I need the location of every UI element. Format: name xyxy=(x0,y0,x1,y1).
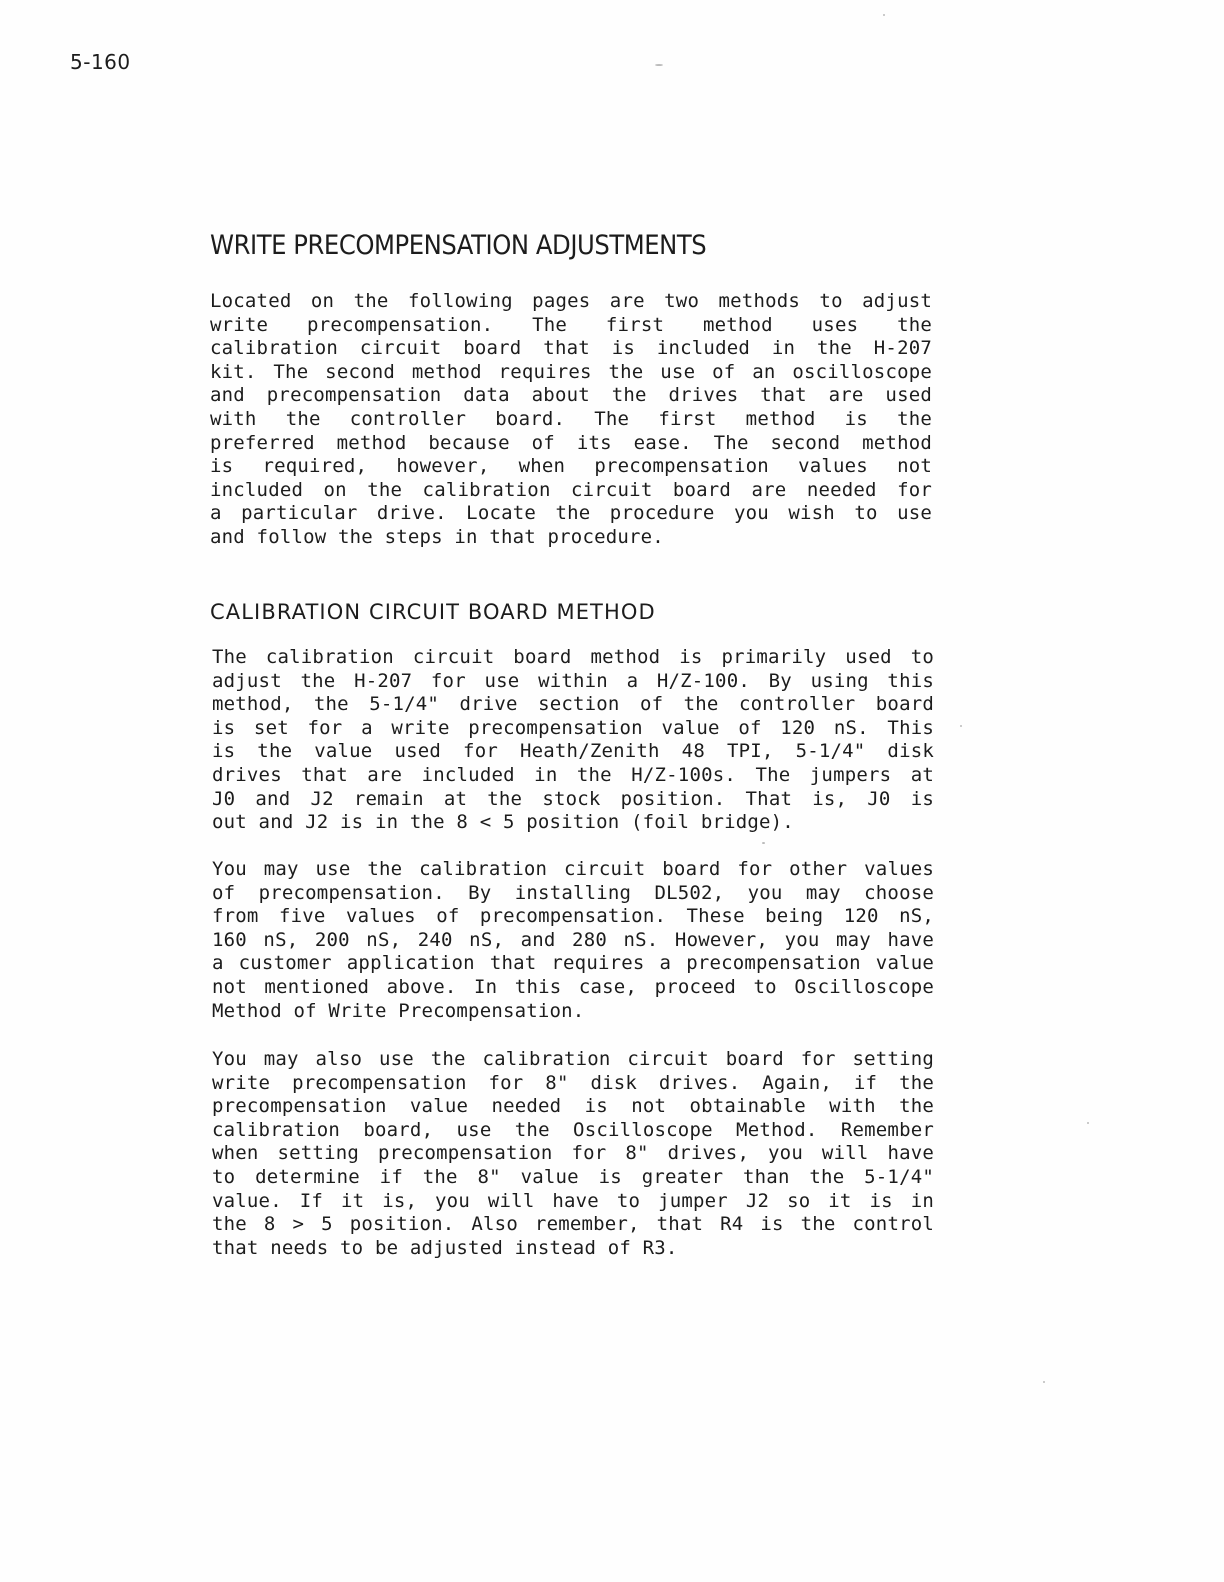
scan-speck xyxy=(655,64,663,66)
paragraph-line: Located on the following pages are two methods to adjust xyxy=(210,290,932,312)
page-title: WRITE PRECOMPENSATION ADJUSTMENTS xyxy=(210,230,707,261)
paragraph-line: J0 and J2 remain at the stock position. That is, J0 is xyxy=(212,787,934,810)
body-paragraph xyxy=(212,646,934,835)
paragraph-line: the 8 > 5 position. Also remember, that R4 is the control xyxy=(212,1213,934,1236)
paragraph-line: value. If it is, you will have to jumper J2 so it is in xyxy=(212,1189,934,1212)
paragraph-line: method, the 5-1/4" drive section of the controller board xyxy=(212,693,934,716)
scan-speck xyxy=(1043,1381,1045,1383)
paragraph-line: from five values of precompensation. These being 120 nS, xyxy=(212,905,934,928)
paragraph-line: Method of Write Precompensation. xyxy=(212,999,585,1022)
scan-speck xyxy=(1087,1122,1089,1124)
paragraph-line: is required, however, when precompensation values not xyxy=(210,455,932,478)
paragraph-line: included on the calibration circuit board are needed for xyxy=(210,478,932,501)
paragraph-line: is set for a write precompensation value of 120 nS. This xyxy=(212,716,934,739)
paragraph-line: not mentioned above. In this case, proceed to Oscilloscope xyxy=(212,975,934,998)
body-paragraph xyxy=(212,858,934,1023)
paragraph-line: write precompensation. The first method uses the xyxy=(210,313,932,336)
scan-speck xyxy=(883,14,885,16)
paragraph-line: with the controller board. The first method is the xyxy=(210,407,932,430)
paragraph-line: drives that are included in the H/Z-100s. The jumpers at xyxy=(212,763,934,786)
paragraph-line: calibration circuit board that is included in the H-207 xyxy=(210,337,932,360)
section-heading: CALIBRATION CIRCUIT BOARD METHOD xyxy=(210,600,656,624)
paragraph-line: calibration board, use the Oscilloscope Method. Remember xyxy=(212,1118,934,1141)
paragraph-line: precompensation value needed is not obtainable with the xyxy=(212,1095,934,1118)
paragraph-line: that needs to be adjusted instead of R3. xyxy=(212,1236,678,1259)
paragraph-line: of precompensation. By installing DL502, you may choose xyxy=(212,881,934,904)
paragraph-line: adjust the H-207 for use within a H/Z-100. By using this xyxy=(212,669,934,692)
paragraph-line: preferred method because of its ease. The second method xyxy=(210,431,932,454)
scan-speck xyxy=(960,725,962,727)
paragraph-line: when setting precompensation for 8" drives, you will have xyxy=(212,1142,934,1165)
paragraph-line: a customer application that requires a precompensation value xyxy=(212,952,934,975)
paragraph-line: and precompensation data about the drives that are used xyxy=(210,384,932,407)
paragraph-line: The calibration circuit board method is primarily used to xyxy=(212,646,934,668)
paragraph-line: You may use the calibration circuit board for other values xyxy=(212,858,934,880)
paragraph-line: You may also use the calibration circuit board for setting xyxy=(212,1048,934,1070)
page-number: 5-160 xyxy=(70,50,131,74)
paragraph-line: 160 nS, 200 nS, 240 nS, and 280 nS. However, you may have xyxy=(212,928,934,951)
paragraph-line: to determine if the 8" value is greater than the 5-1/4" xyxy=(212,1165,934,1188)
paragraph-line: out and J2 is in the 8 < 5 position (foil bridge). xyxy=(212,811,794,834)
intro-paragraph xyxy=(210,290,932,550)
paragraph-line: write precompensation for 8" disk drives. Again, if the xyxy=(212,1071,934,1094)
scan-speck xyxy=(762,842,765,844)
paragraph-line: a particular drive. Locate the procedure you wish to use xyxy=(210,502,932,525)
body-paragraph xyxy=(212,1048,934,1260)
paragraph-line: is the value used for Heath/Zenith 48 TPI, 5-1/4" disk xyxy=(212,740,934,763)
paragraph-line: kit. The second method requires the use of an oscilloscope xyxy=(210,360,932,383)
paragraph-line: and follow the steps in that procedure. xyxy=(210,525,664,548)
